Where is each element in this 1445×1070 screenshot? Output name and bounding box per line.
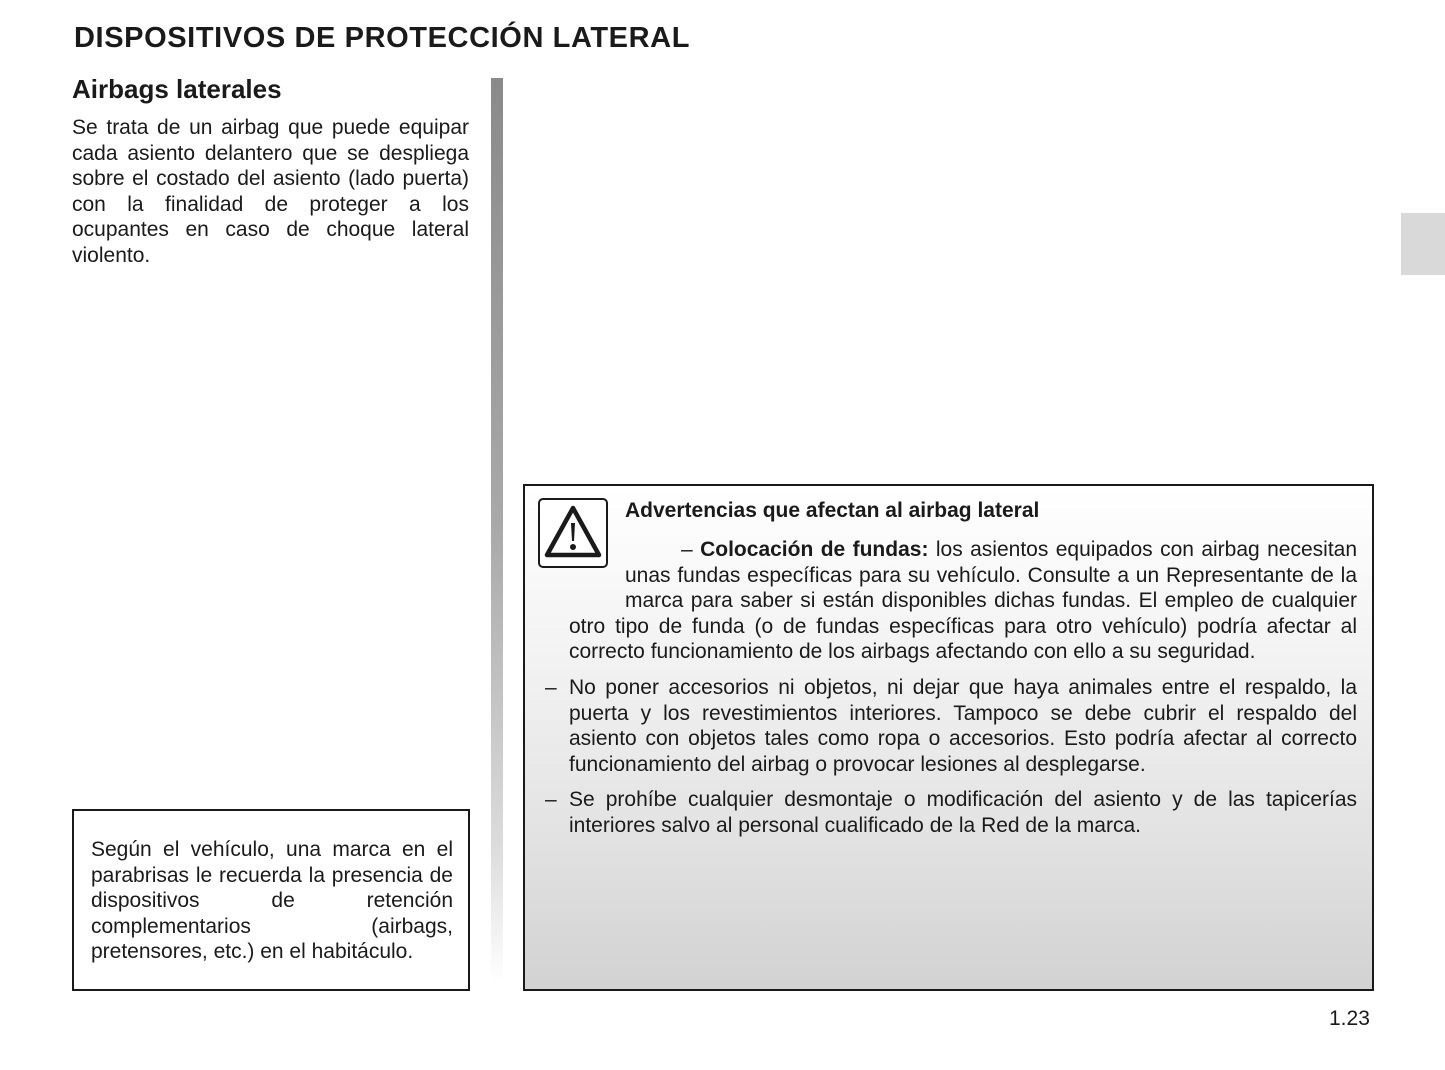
page-title: DISPOSITIVOS DE PROTECCIÓN LATERAL	[74, 22, 691, 54]
warning-title: Advertencias que afectan al airbag lateral	[625, 499, 1040, 522]
warning-list	[545, 537, 1357, 839]
page-number: 1.23	[1329, 1007, 1370, 1030]
windshield-note-text: Según el vehículo, una marca en el parabrisas le recuerda la presencia de dispositivos de retención complementarios (airbags, pretensores, etc.) en el habitáculo.	[91, 838, 453, 964]
windshield-note-box	[72, 809, 470, 991]
warning-item-text: Se prohíbe cualquier desmontaje o modificación del asiento y de las tapicerías interiores salvo al personal cualificado de la Red de la marca.	[569, 788, 1357, 837]
warning-item-dash: –	[545, 675, 557, 699]
warning-item-text: No poner accesorios ni objetos, ni dejar que haya animales entre el respaldo, la puerta y los revestimientos interiores. Tampoco se debe cubrir el respaldo del asiento con objetos tales como ropa o accesorios. Esto podría afectar al correcto funcionamiento del airbag o provocar lesiones al desplegarse.	[569, 675, 1357, 776]
warning-item-dash: –	[681, 538, 693, 561]
warning-item	[545, 787, 1357, 838]
warning-item-text: los asientos equipados con airbag necesitan unas fundas específicas para su vehículo. Consulte a un Representante de la marca para saber si están disponibles dichas fundas. El empleo de cualquier otro tipo de funda (o de fundas específicas para otro vehículo) podría afectar al correcto funcionamiento de los airbags afectando con ello a su seguridad.	[569, 538, 1358, 664]
chapter-side-tab	[1401, 213, 1445, 275]
warning-item-label: Colocación de fundas:	[700, 538, 929, 561]
section-heading: Airbags laterales	[72, 74, 282, 104]
warning-item	[545, 537, 1357, 665]
column-divider	[491, 78, 503, 983]
side-airbag-warning-box	[523, 484, 1374, 991]
warning-item	[545, 675, 1357, 777]
warning-item-dash: –	[545, 788, 557, 812]
intro-paragraph: Se trata de un airbag que puede equipar cada asiento delantero que se despliega sobre el costado del asiento (lado puerta) con la finalidad de proteger a los ocupantes en caso de choque lateral violento.	[72, 116, 469, 267]
